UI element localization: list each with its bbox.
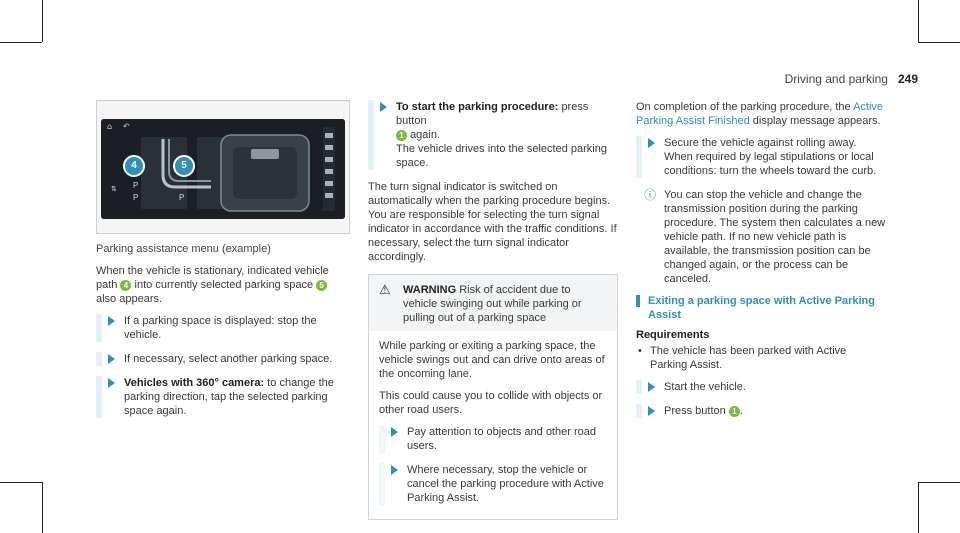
step-text: press button <box>396 101 589 127</box>
display-message: Active Parking Assist Finished <box>636 101 884 127</box>
step-text: The vehicle drives into the selected parking space. <box>396 143 607 169</box>
callout-badge: 1 <box>729 406 740 417</box>
step-label: Vehicles with 360° camera: <box>124 377 265 389</box>
crop-mark <box>918 0 919 42</box>
paragraph <box>96 264 346 306</box>
callout-5: 5 <box>173 155 195 177</box>
instruction-step <box>96 352 346 366</box>
paragraph: This could cause you to collide with objects or other road users. <box>379 390 603 416</box>
step-text: . <box>739 405 743 417</box>
paragraph: The turn signal indicator is switched on automatically when the parking procedure begins. You are responsible for selecting the turn signal indicator in accordance with the traffic conditions. If necessary, select the turn signal indicator accordingly. <box>368 181 617 263</box>
text: When the vehicle is stationary, indicated vehicle path <box>96 265 329 291</box>
list-item: • The vehicle has been parked with Active Parking Assist. <box>636 344 886 372</box>
step-text: If a parking space is displayed: stop the vehicle. <box>124 315 317 341</box>
step-arrow-icon <box>391 465 398 475</box>
step-label: To start the parking procedure: <box>396 101 559 113</box>
step-text: to change the parking direction, tap the selected parking space again. <box>124 377 334 417</box>
step-text: Pay attention to objects and other road users. <box>407 426 596 452</box>
paragraph <box>636 100 886 128</box>
screen-label-p3: P <box>179 193 185 202</box>
instruction-step <box>368 100 618 170</box>
instruction-step <box>96 314 346 342</box>
text: display message appears. <box>752 115 881 127</box>
step-text: Press button <box>664 405 726 417</box>
instruction-step <box>636 404 886 418</box>
text: into currently selected parking space <box>134 279 314 291</box>
step-text: Where necessary, stop the vehicle or cancel the parking procedure with Active Parking Assist. <box>407 464 604 504</box>
step-text: again. <box>410 129 441 141</box>
requirements-heading: Requirements <box>636 329 710 341</box>
page-header <box>785 72 918 86</box>
section-name: Driving and parking <box>784 72 888 86</box>
callout-badge: 1 <box>396 130 407 141</box>
step-arrow-icon <box>648 382 655 392</box>
text: also appears. <box>96 293 163 305</box>
crop-mark <box>0 482 42 483</box>
parking-screen-image <box>101 119 345 219</box>
crop-mark <box>0 42 42 43</box>
column-3 <box>636 100 886 428</box>
screen-label-p1: P <box>133 181 139 190</box>
parking-icon: ⇅ <box>111 185 117 193</box>
callout-4: 4 <box>123 155 145 177</box>
warning-body <box>369 331 617 519</box>
step-arrow-icon <box>380 102 387 112</box>
screen-label-p2: P <box>133 193 139 202</box>
step-text: Secure the vehicle against rolling away. When required by legal stipulations or local conditions: turn the wheels toward the curb. <box>664 137 877 177</box>
crop-mark <box>918 42 960 43</box>
text: On completion of the parking procedure, the <box>636 101 851 113</box>
warning-header <box>369 275 617 331</box>
home-icon: ⌂ <box>107 122 113 131</box>
step-arrow-icon <box>648 406 655 416</box>
crop-mark <box>42 0 43 42</box>
figure-parking-menu <box>96 100 350 234</box>
step-text: If necessary, select another parking space. <box>124 353 333 365</box>
instruction-step <box>379 463 607 505</box>
section-heading: Exiting a parking space with Active Parking Assist <box>636 294 886 322</box>
instruction-step <box>96 376 346 418</box>
step-arrow-icon <box>108 354 115 364</box>
warning-title: WARNING <box>403 284 457 296</box>
figure-caption: Parking assistance menu (example) <box>96 243 271 255</box>
warning-icon: ⚠ <box>379 282 391 297</box>
crop-mark <box>42 482 43 533</box>
column-1 <box>96 100 346 428</box>
crop-mark <box>918 482 919 533</box>
column-2 <box>368 100 618 520</box>
page-number: 249 <box>897 72 918 86</box>
step-text: Start the vehicle. <box>664 381 746 393</box>
step-arrow-icon <box>391 427 398 437</box>
note <box>636 188 886 286</box>
note-text: You can stop the vehicle and change the transmission position during the parking procedure. The system then calculates a new vehicle path. If no new vehicle path is available, the transmission position can be changed again, or the process can be canceled. <box>664 189 886 285</box>
warning-headline: Risk of accident due to vehicle swinging out while parking or pulling out of a parking space <box>403 284 582 324</box>
instruction-step <box>636 136 886 178</box>
step-arrow-icon <box>108 316 115 326</box>
instruction-step <box>636 380 886 394</box>
instruction-step <box>379 425 607 453</box>
back-icon: ↶ <box>123 122 130 131</box>
crop-mark <box>918 482 960 483</box>
step-arrow-icon <box>108 378 115 388</box>
paragraph: While parking or exiting a parking space, the vehicle swings out and can drive onto areas of the oncoming lane. <box>379 340 605 380</box>
callout-badge: 5 <box>316 280 327 291</box>
step-arrow-icon <box>648 138 655 148</box>
info-icon: ⓘ <box>644 188 657 202</box>
callout-badge: 4 <box>120 280 131 291</box>
warning-box <box>368 274 618 520</box>
